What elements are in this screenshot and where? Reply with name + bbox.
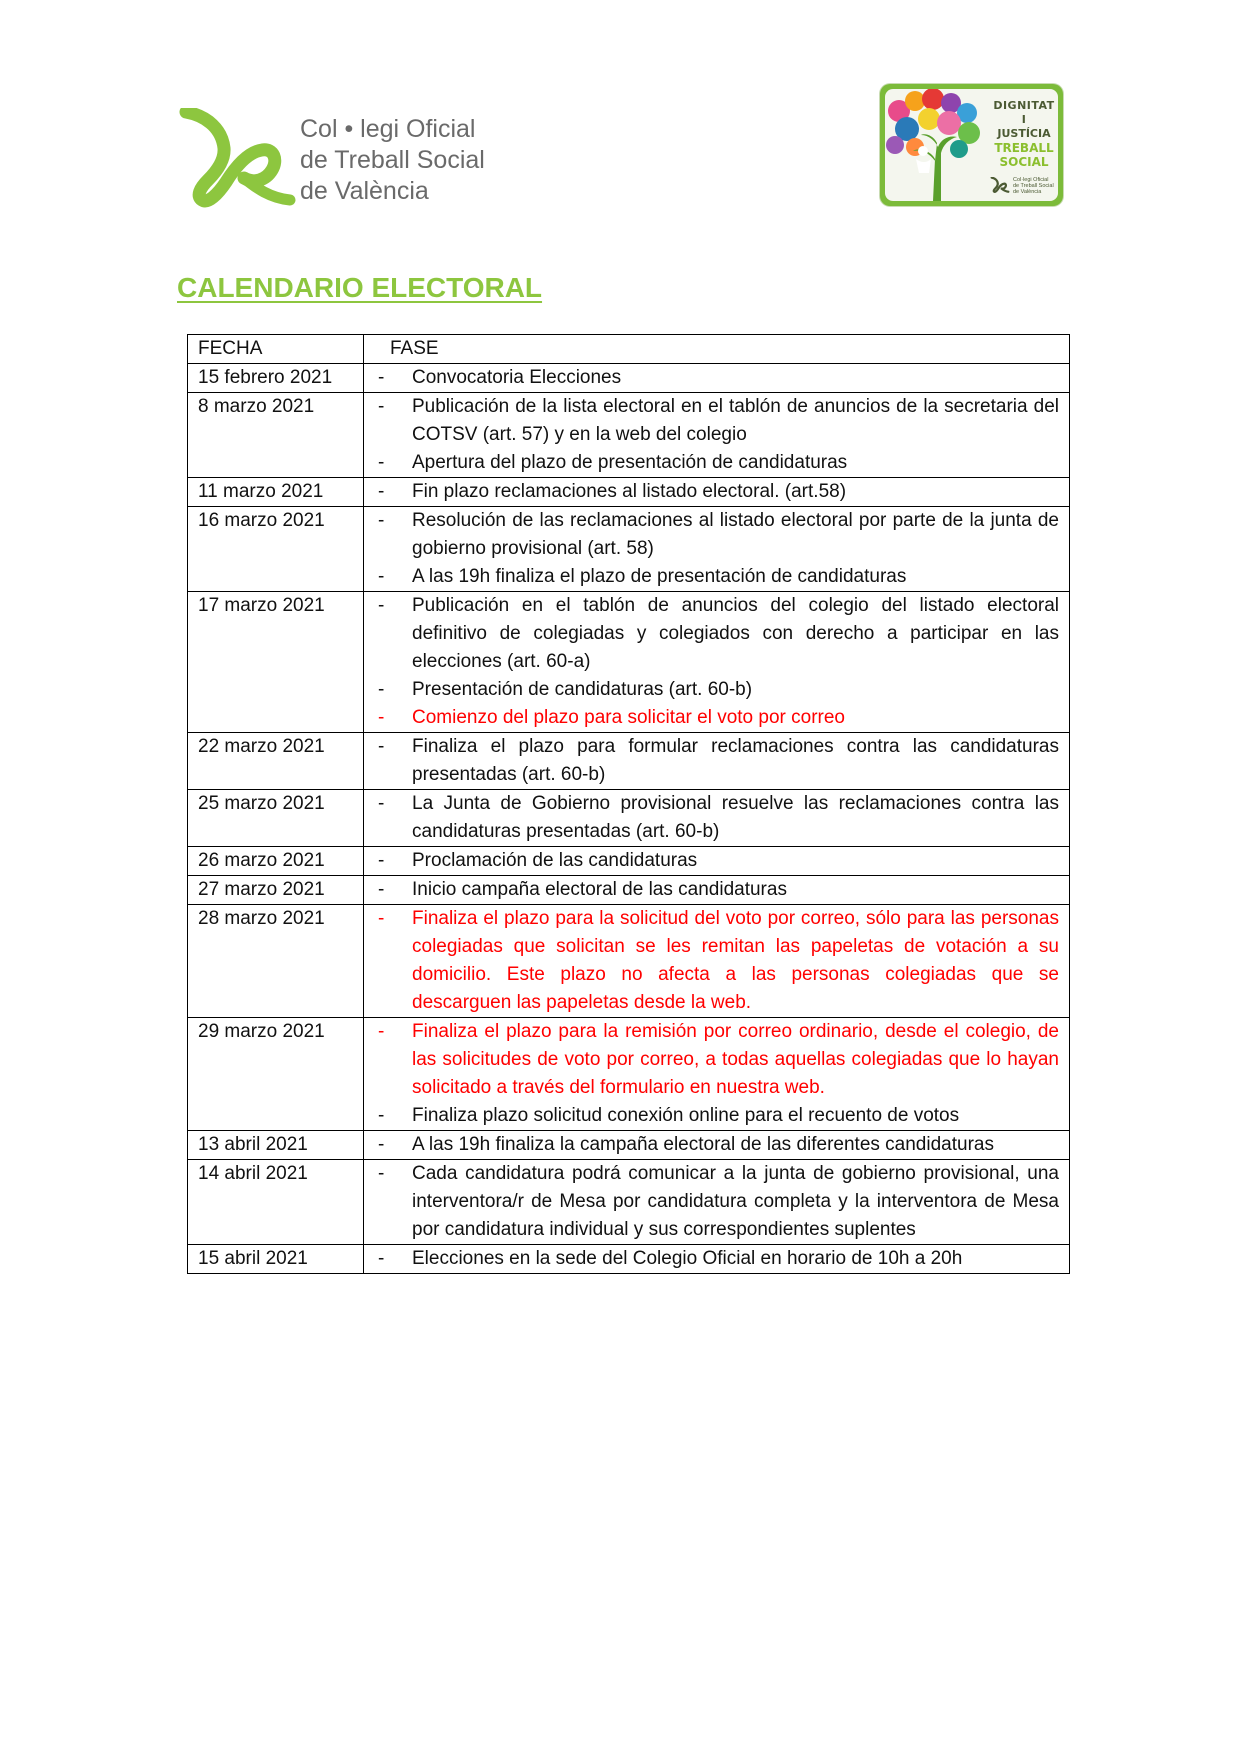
date-cell: 15 febrero 2021 [188,364,364,393]
phase-text: A las 19h finaliza el plazo de presentación de candidaturas [412,566,907,587]
phase-cell [364,507,1070,592]
phase-item [378,563,1059,591]
badge-org-line: de Treball Social [1013,183,1054,189]
phase-item [378,1131,1059,1159]
phase-text: Comienzo del plazo para solicitar el voto por correo [412,707,845,728]
phase-item [378,364,1059,392]
phase-cell [364,847,1070,876]
phase-item [378,876,1059,904]
table-row [188,733,1070,790]
date-cell: 26 marzo 2021 [188,847,364,876]
bullet-dash: - [378,736,385,757]
table-row [188,364,1070,393]
phase-text: Cada candidatura podrá comunicar a la junta de gobierno provisional, una interventora/r de Mesa por candidatura completa y la interventora de Mesa por candidatura individual y sus correspondientes suplentes [412,1163,1059,1240]
org-name-line: de Treball Social [300,146,485,174]
phase-cell [364,1160,1070,1245]
dignitat-justicia-badge [880,84,1063,206]
phase-cell [364,733,1070,790]
phase-cell [364,1245,1070,1274]
bullet-dash: - [378,481,385,502]
bullet-dash: - [378,707,385,728]
table-row [188,790,1070,847]
bullet-dash: - [378,1248,385,1269]
phase-text: La Junta de Gobierno provisional resuelve las reclamaciones contra las candidaturas presentadas (art. 60-b) [412,793,1059,842]
bullet-dash: - [378,510,385,531]
phase-text: Fin plazo reclamaciones al listado electoral. (art.58) [412,481,847,502]
bullet-dash: - [378,452,385,473]
header-date: FECHA [188,335,364,364]
phase-text: Publicación de la lista electoral en el tablón de anuncios de la secretaria del COTSV (art. 57) y en la web del colegio [412,396,1059,445]
phase-item [378,478,1059,506]
phase-text: Finaliza el plazo para la solicitud del voto por correo, sólo para las personas colegiadas que solicitan se les remitan las papeletas de votación a su domicilio. Este plazo no afecta a las personas colegiadas que se descarguen las papeletas desde la web. [412,908,1059,1013]
phase-item [378,1018,1059,1102]
phase-text: Finaliza plazo solicitud conexión online para el recuento de votos [412,1105,960,1126]
badge-org-name [1013,177,1057,195]
table-row [188,1245,1070,1274]
date-cell: 15 abril 2021 [188,1245,364,1274]
bullet-dash: - [378,879,385,900]
table-row [188,478,1070,507]
org-name-line: Col • legi Oficial [300,115,476,143]
phase-item [378,507,1059,563]
tree-people-icon [885,89,995,201]
table-body [188,364,1070,1274]
table-row [188,507,1070,592]
table-row [188,1018,1070,1131]
phase-item [378,905,1059,1017]
bullet-dash: - [378,396,385,417]
table-header-row [188,335,1070,364]
phase-item [378,449,1059,477]
bullet-dash: - [378,566,385,587]
bullet-dash: - [378,679,385,700]
org-name-line: de València [300,177,429,205]
date-cell: 8 marzo 2021 [188,393,364,478]
phase-text: Resolución de las reclamaciones al listado electoral por parte de la junta de gobierno provisional (art. 58) [412,510,1059,559]
badge-line: DIGNITAT I [993,99,1055,126]
phase-cell [364,592,1070,733]
badge-line: TREBALL [994,141,1054,155]
bullet-dash: - [378,1105,385,1126]
date-cell: 11 marzo 2021 [188,478,364,507]
bullet-dash: - [378,1021,385,1042]
phase-text: Inicio campaña electoral de las candidaturas [412,879,787,900]
date-cell: 16 marzo 2021 [188,507,364,592]
phase-cell [364,876,1070,905]
date-cell: 13 abril 2021 [188,1131,364,1160]
phase-text: Proclamación de las candidaturas [412,850,698,871]
phase-text: A las 19h finaliza la campaña electoral de las diferentes candidaturas [412,1134,994,1155]
phase-item [378,1245,1059,1273]
phase-text: Apertura del plazo de presentación de candidaturas [412,452,848,473]
table-row [188,592,1070,733]
bullet-dash: - [378,908,385,929]
phase-item [378,592,1059,676]
phase-item [378,733,1059,789]
badge-line: JUSTÍCIA [997,127,1051,140]
date-cell: 29 marzo 2021 [188,1018,364,1131]
phase-item [378,790,1059,846]
phase-item [378,393,1059,449]
bullet-dash: - [378,595,385,616]
org-name [300,114,485,207]
phase-item [378,1102,1059,1130]
date-cell: 14 abril 2021 [188,1160,364,1245]
cotsv-mini-logo-icon [989,177,1011,193]
table-row [188,847,1070,876]
header-phase-label: FASE [390,338,439,359]
phase-cell [364,478,1070,507]
date-cell: 22 marzo 2021 [188,733,364,790]
phase-text: Publicación en el tablón de anuncios del colegio del listado electoral definitivo de colegiadas y colegiados con derecho a participar en las elecciones (art. 60-a) [412,595,1059,672]
badge-line: SOCIAL [999,155,1049,169]
badge-title [989,99,1058,169]
table-row [188,1160,1070,1245]
phase-cell [364,790,1070,847]
bullet-dash: - [378,367,385,388]
cotsv-logo [178,108,488,212]
phase-item [378,1160,1059,1244]
phase-item [378,704,1059,732]
phase-cell [364,905,1070,1018]
bullet-dash: - [378,1163,385,1184]
badge-org-line: de València [1013,189,1042,195]
bullet-dash: - [378,850,385,871]
table-row [188,905,1070,1018]
bullet-dash: - [378,1134,385,1155]
document-title: CALENDARIO ELECTORAL [177,272,543,303]
phase-text: Elecciones en la sede del Colegio Oficial en horario de 10h a 20h [412,1248,963,1269]
date-cell: 17 marzo 2021 [188,592,364,733]
phase-cell [364,393,1070,478]
table-row [188,1131,1070,1160]
phase-item [378,676,1059,704]
bullet-dash: - [378,793,385,814]
date-cell: 28 marzo 2021 [188,905,364,1018]
phase-cell [364,364,1070,393]
table-row [188,876,1070,905]
electoral-calendar-table [187,334,1070,1274]
phase-item [378,847,1059,875]
badge-org-line: Col·legi Oficial [1013,177,1049,183]
header-phase [364,335,1070,364]
phase-cell [364,1131,1070,1160]
table-row [188,393,1070,478]
date-cell: 25 marzo 2021 [188,790,364,847]
phase-cell [364,1018,1070,1131]
date-cell: 27 marzo 2021 [188,876,364,905]
cotsv-logo-mark-icon [178,108,298,208]
phase-text: Finaliza el plazo para formular reclamaciones contra las candidaturas presentadas (art. 60-b) [412,736,1059,785]
phase-text: Finaliza el plazo para la remisión por correo ordinario, desde el colegio, de las solicitudes de voto por correo, a todas aquellas colegiadas que lo hayan solicitado a través del formulario en nuestra web. [412,1021,1059,1098]
phase-text: Convocatoria Elecciones [412,367,622,388]
phase-text: Presentación de candidaturas (art. 60-b) [412,679,753,700]
